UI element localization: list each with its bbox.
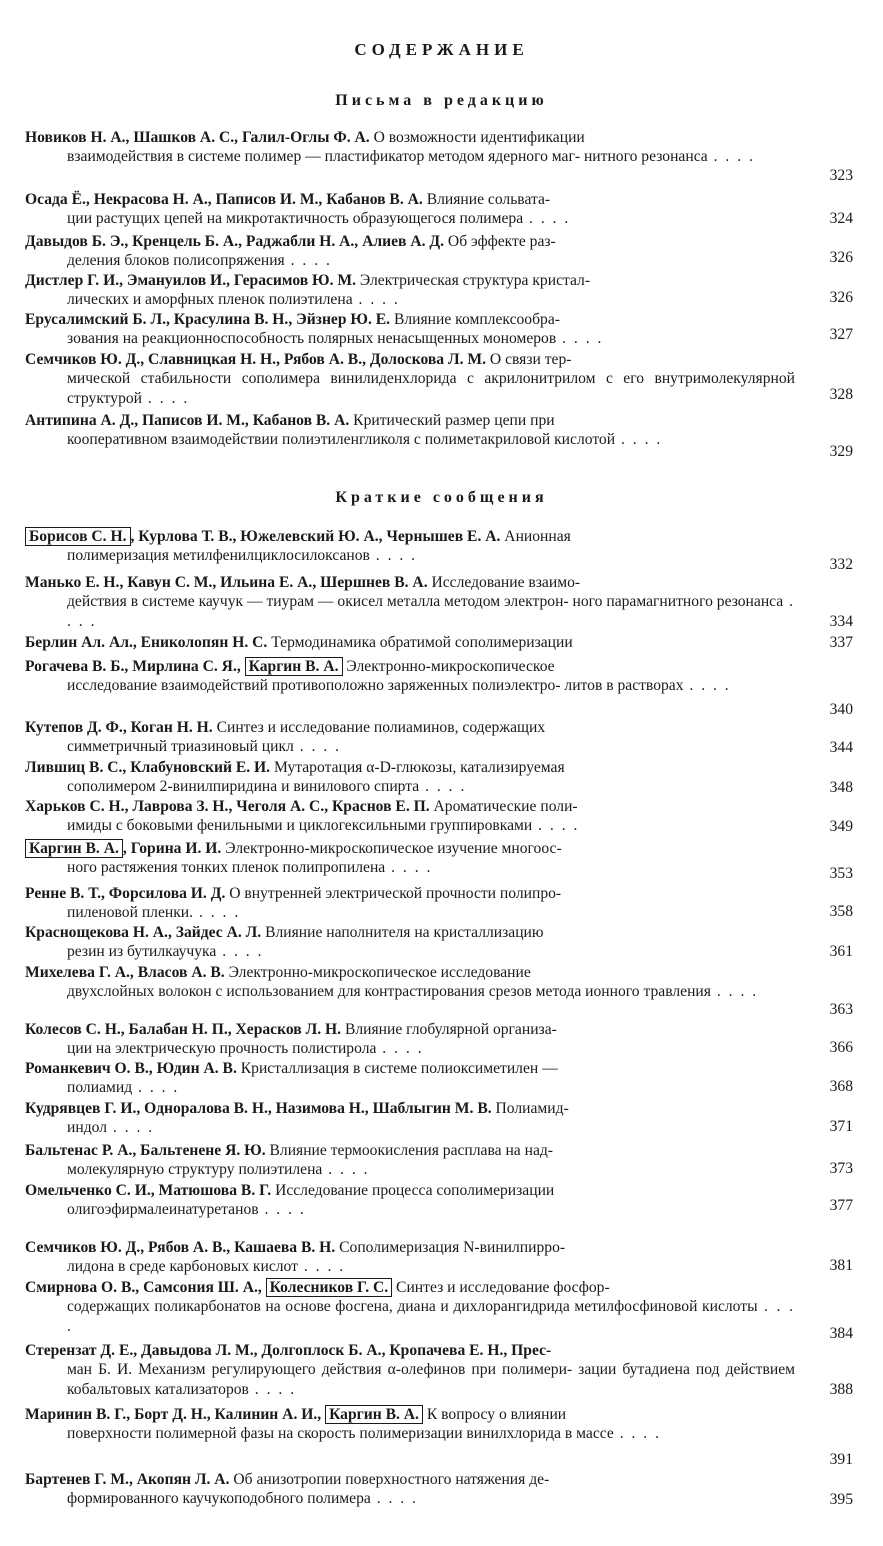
dot-leader: . . . . [369, 547, 418, 565]
toc-entry [25, 1181, 795, 1220]
dot-leader: . . . . [142, 389, 190, 407]
toc-entry-title-continued: мической стабильности сополимера винилиденхлорида с акрилонитрилом с его внутримолекулярной структурой . . . . [67, 370, 795, 407]
toc-entry [25, 758, 795, 797]
dot-leader: . . . . [613, 1425, 661, 1443]
page-number: 332 [829, 556, 853, 573]
toc-entry-authors: Михелева Г. А., Власов А. В. [25, 964, 225, 981]
dot-leader: . . . . [385, 859, 433, 877]
toc-entry-title: Синтез и исследование фосфор- [392, 1279, 610, 1296]
dot-leader: . . . . [419, 778, 467, 796]
page-number: 349 [829, 818, 853, 835]
toc-entry-title-continued: поверхности полимерной фазы на скорость полимеризации винилхлорида в массе . . . . [67, 1425, 661, 1443]
page-number: 353 [829, 865, 853, 882]
toc-entry [25, 718, 795, 757]
section-heading-short: Краткие сообщения [335, 489, 548, 506]
page-number: 344 [829, 739, 853, 756]
toc-entry-title: Об анизотропии поверхностного натяжения де- [229, 1471, 550, 1488]
toc-entry-title-continued: имиды с боковыми фенильными и циклогексильными группировками . . . . [67, 817, 580, 835]
page-number: 384 [829, 1325, 853, 1342]
toc-entry-title: Исследование взаимо- [427, 574, 581, 591]
toc-entry-title-continued: пиленовой пленки. . . . . [67, 904, 241, 922]
dot-leader: . . . . [293, 738, 342, 756]
dot-leader: . . . . [67, 1298, 795, 1335]
page-number: 324 [829, 210, 853, 227]
toc-entry-title: О связи тер- [486, 351, 572, 368]
toc-entry-title: Мутаротация α-D-глюкозы, катализируемая [270, 759, 565, 776]
dot-leader: . . . . [107, 1119, 155, 1137]
section-heading-letters: Письма в редакцию [335, 92, 548, 109]
toc-entry-title-continued: формированного каучукоподобного полимера . . . . [67, 1490, 418, 1508]
dot-leader: . . . . [532, 817, 580, 835]
toc-entry-authors: Семчиков Ю. Д., Славницкая Н. Н., Рябов А. В., Долоскова Л. М. [25, 351, 487, 368]
page-number: 377 [829, 1197, 853, 1214]
dot-leader: . . . . [258, 1201, 306, 1219]
toc-entry-title: Сополимеризация N-винилпирро- [335, 1239, 566, 1256]
page-number: 395 [829, 1491, 853, 1508]
toc-entry-title: Электронно-микроскопическое изучение многоос- [221, 840, 562, 857]
page-number: 334 [829, 613, 853, 630]
page-title: СОДЕРЖАНИЕ [354, 40, 529, 59]
toc-entry [25, 1238, 795, 1277]
toc-entry-title: Полиамид- [491, 1100, 569, 1117]
dot-leader: . . . . [523, 210, 571, 228]
toc-entry-boxed-author: Каргин В. А. [245, 657, 343, 676]
toc-entry [25, 633, 795, 652]
dot-leader: . . . . [556, 330, 604, 348]
toc-entry-title-continued: содержащих поликарбонатов на основе фосгена, диана и дихлорангидрида метилфосфиновой кислоты . . . . [67, 1298, 795, 1335]
toc-entry-authors: Манько Е. Н., Кавун С. М., Ильина Е. А., Шершнев В. А. [25, 574, 428, 591]
toc-entry [25, 963, 795, 1002]
page-number: 363 [829, 1001, 853, 1018]
dot-leader: . . . . [710, 983, 759, 1001]
toc-entry [25, 884, 795, 923]
toc-entry-title-continued: молекулярную структуру полиэтилена . . . . [67, 1161, 370, 1179]
toc-entry [25, 232, 795, 271]
page-number: 391 [829, 1451, 853, 1468]
toc-entry-title: Электронно-микроскопическое [342, 658, 555, 675]
toc-entry-title: Электрическая структура кристал- [356, 272, 591, 289]
toc-entry-authors: Давыдов Б. Э., Кренцель Б. А., Раджабли Н. А., Алиев А. Д. [25, 233, 445, 250]
toc-entry [25, 1470, 795, 1509]
toc-entry-authors: Дистлер Г. И., Эмануилов И., Герасимов Ю. М. [25, 272, 357, 289]
toc-entry [25, 271, 795, 310]
toc-entry-title-continued: индол . . . . [67, 1119, 155, 1137]
toc-entry-title-continued: резин из бутилкаучука . . . . [67, 943, 264, 961]
toc-entry-title-continued: лидона в среде карбоновых кислот . . . . [67, 1258, 346, 1276]
toc-entry [25, 1278, 795, 1336]
toc-entry-title-continued: ции на электрическую прочность полистирола . . . . [67, 1040, 424, 1058]
toc-entry-authors: Смирнова О. В., Самсония Ш. А., [25, 1279, 266, 1296]
toc-entry [25, 1141, 795, 1180]
page-number: 329 [829, 443, 853, 460]
toc-entry-title-continued: двухслойных волокон с использованием для контрастирования срезов метода ионного травления . . . . [67, 983, 759, 1001]
toc-entry-title-continued: ман Б. И. Механизм регулирующего действия α-олефинов при полимери- зации бутадиена под действием кобальтовых катализаторов . . . . [67, 1361, 795, 1398]
toc-entry-boxed-author: Каргин В. А. [325, 1405, 423, 1424]
toc-entry-boxed-author: Борисов С. Н. [25, 527, 131, 546]
page-number: 348 [829, 779, 853, 796]
toc-entry-authors: Берлин Ал. Ал., Ениколопян Н. С. [25, 634, 268, 651]
page-number: 337 [829, 634, 853, 651]
toc-entry-authors: , Курлова Т. В., Южелевский Ю. А., Чернышев Е. А. [130, 528, 501, 545]
toc-entry-title-continued: ции растущих цепей на микротактичность образующегося полимера . . . . [67, 210, 571, 228]
toc-entry-title: К вопросу о влиянии [422, 1406, 567, 1423]
toc-entry-authors: , Горина И. И. [122, 840, 222, 857]
toc-entry-authors: Семчиков Ю. Д., Рябов А. В., Кашаева В. Н. [25, 1239, 336, 1256]
toc-entry-title: Влияние термоокисления расплава на над- [265, 1142, 554, 1159]
toc-entry-title-continued: полимеризация метилфенилциклосилоксанов . . . . [67, 547, 418, 565]
toc-entry [25, 1020, 795, 1059]
toc-entry-title: Влияние наполнителя на кристаллизацию [261, 924, 544, 941]
page-number: 368 [829, 1078, 853, 1095]
toc-entry [25, 350, 795, 408]
toc-entry-title: Синтез и исследование полиаминов, содержащих [212, 719, 546, 736]
page-number: 361 [829, 943, 853, 960]
toc-entry [25, 657, 795, 696]
toc-entry-title-continued: зования на реакционноспособность полярных ненасыщенных мономеров . . . . [67, 330, 604, 348]
page-number: 358 [829, 903, 853, 920]
toc-entry-title: Анионная [500, 528, 571, 545]
toc-entry-title: Исследование процесса сополимеризации [271, 1182, 555, 1199]
toc-entry-boxed-author: Колесников Г. С. [266, 1278, 393, 1297]
dot-leader: . . . . [193, 904, 241, 922]
toc-entry-authors: Маринин В. Г., Борт Д. Н., Калинин А. И., [25, 1406, 326, 1423]
toc-entry [25, 310, 795, 349]
toc-entry-authors: Бальтенас Р. А., Бальтенене Я. Ю. [25, 1142, 266, 1159]
toc-entry-title-continued: олигоэфирмалеинатуретанов . . . . [67, 1201, 306, 1219]
page-number: 326 [829, 249, 853, 266]
toc-entry [25, 1341, 795, 1399]
toc-entry [25, 411, 795, 450]
page-number: 371 [829, 1118, 853, 1135]
toc-entry-title-continued: сополимером 2-винилпиридина и винилового спирта . . . . [67, 778, 467, 796]
toc-entry-authors: Харьков С. Н., Лаврова З. Н., Чеголя А. С., Краснов Е. П. [25, 798, 430, 815]
toc-entry-authors: Антипина А. Д., Паписов И. М., Кабанов В. А. [25, 412, 350, 429]
toc-entry-title: Термодинамика обратимой сополимеризации [267, 634, 573, 651]
dot-leader: . . . . [67, 593, 795, 630]
toc-entry-authors: Лившиц В. С., Клабуновский Е. И. [25, 759, 271, 776]
toc-entry-boxed-author: Каргин В. А. [25, 839, 123, 858]
toc-entry-title-continued: взаимодействия в системе полимер — пластификатор методом ядерного маг- нитного резонанса . . . . [67, 148, 755, 166]
toc-entry [25, 839, 795, 878]
toc-entry-authors: Кудрявцев Г. И., Одноралова В. Н., Назимова Н., Шаблыгин М. В. [25, 1100, 492, 1117]
toc-entry-title: Об эффекте раз- [444, 233, 556, 250]
toc-entry-authors: Ерусалимский Б. Л., Красулина В. Н., Эйзнер Ю. Е. [25, 311, 391, 328]
dot-leader: . . . . [322, 1161, 370, 1179]
dot-leader: . . . . [284, 252, 332, 270]
page-number: 327 [829, 326, 853, 343]
dot-leader: . . . . [615, 431, 663, 449]
toc-entry-title: Влияние глобулярной организа- [341, 1021, 557, 1038]
page-number: 340 [829, 701, 853, 718]
toc-entry-title-continued: кооперативном взаимодействии полиэтиленгликоля с полиметакриловой кислотой . . . . [67, 431, 663, 449]
toc-entry-title: Критический размер цепи при [349, 412, 555, 429]
toc-entry [25, 1405, 795, 1444]
dot-leader: . . . . [216, 943, 264, 961]
toc-entry [25, 573, 795, 631]
dot-leader: . . . . [376, 1040, 424, 1058]
toc-entry-authors: Колесов С. Н., Балабан Н. П., Херасков Л. Н. [25, 1021, 342, 1038]
toc-entry-title-continued: деления блоков полисопряжения . . . . [67, 252, 332, 270]
dot-leader: . . . . [297, 1258, 346, 1276]
toc-entry [25, 527, 795, 566]
dot-leader: . . . . [370, 1490, 418, 1508]
toc-entry [25, 1099, 795, 1138]
toc-entry-title-continued: полиамид . . . . [67, 1079, 180, 1097]
toc-entry-authors: Рогачева В. Б., Мирлина С. Я., [25, 658, 245, 675]
dot-leader: . . . . [132, 1079, 180, 1097]
toc-entry-title: Ароматические поли- [429, 798, 578, 815]
toc-entry-authors: Омельченко С. И., Матюшова В. Г. [25, 1182, 272, 1199]
toc-entry-authors: Осада Ё., Некрасова Н. А., Паписов И. М., Кабанов В. А. [25, 191, 423, 208]
toc-entry-title-continued: ного растяжения тонких пленок полипропилена . . . . [67, 859, 433, 877]
toc-entry [25, 797, 795, 836]
page-number: 373 [829, 1160, 853, 1177]
toc-entry-title: Электронно-микроскопическое исследование [224, 964, 531, 981]
toc-entry-authors: Романкевич О. В., Юдин А. В. [25, 1060, 237, 1077]
toc-entry-authors: Бартенев Г. М., Акопян Л. А. [25, 1471, 230, 1488]
page-number: 328 [829, 386, 853, 403]
toc-entry-authors: Кутепов Д. Ф., Коган Н. Н. [25, 719, 213, 736]
toc-entry-title-continued: симметричный триазиновый цикл . . . . [67, 738, 342, 756]
toc-entry-title-continued: лических и аморфных пленок полиэтилена . . . . [67, 291, 400, 309]
toc-entry-authors: Ренне В. Т., Форсилова И. Д. [25, 885, 226, 902]
page-number: 326 [829, 289, 853, 306]
toc-entry [25, 128, 795, 167]
toc-entry-authors: Стерензат Д. Е., Давыдова Л. М., Долгоплоск Б. А., Кропачева Е. Н., Прес- [25, 1342, 552, 1359]
page-number: 381 [829, 1257, 853, 1274]
toc-entry [25, 923, 795, 962]
toc-entry [25, 1059, 795, 1098]
dot-leader: . . . . [707, 148, 755, 166]
toc-entry-title: О внутренней электрической прочности полипро- [225, 885, 562, 902]
toc-entry-title-continued: действия в системе каучук — тиурам — окисел металла методом электрон- ного парамагнитного резонанса . . . . [67, 593, 795, 630]
toc-entry-title: Влияние сольвата- [422, 191, 551, 208]
toc-entry-title: Влияние комплексообра- [390, 311, 560, 328]
toc-entry-title: О возможности идентификации [369, 129, 585, 146]
toc-entry-title-continued: исследование взаимодействий противоположно заряженных полиэлектро- литов в растворах . . . . [67, 677, 731, 695]
toc-entry-authors: Новиков Н. А., Шашков А. С., Галил-Оглы Ф. А. [25, 129, 370, 146]
dot-leader: . . . . [352, 291, 400, 309]
page-number: 388 [829, 1381, 853, 1398]
dot-leader: . . . . [248, 1380, 297, 1398]
page-number: 323 [829, 167, 853, 184]
toc-entry-authors: Краснощекова Н. А., Зайдес А. Л. [25, 924, 262, 941]
toc-entry-title: Кристаллизация в системе полиоксиметилен — [236, 1060, 558, 1077]
page-number: 366 [829, 1039, 853, 1056]
toc-entry [25, 190, 795, 229]
dot-leader: . . . . [683, 677, 731, 695]
